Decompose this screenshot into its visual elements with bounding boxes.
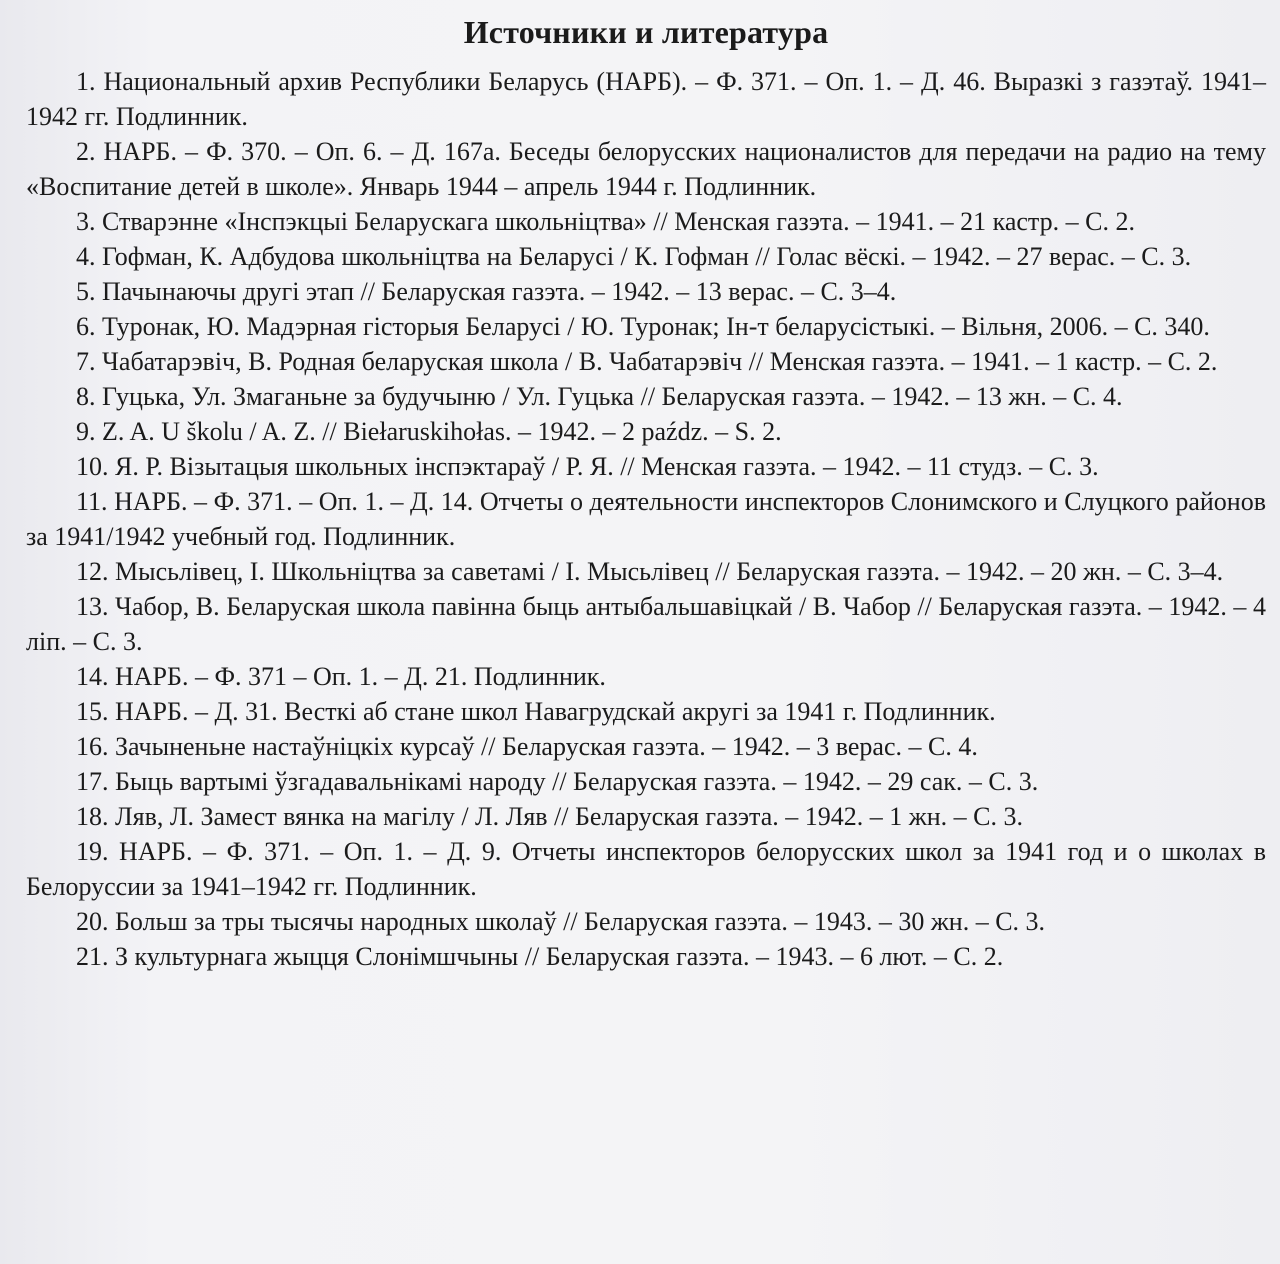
reference-item: 3. Стварэнне «Інспэкцыі Беларускага школьніцтва» // Менская газэта. – 1941. – 21 кастр. – С. 2. bbox=[76, 207, 1135, 236]
reference-item: 18. Ляв, Л. Замест вянка на магілу / Л. Ляв // Беларуская газэта. – 1942. – 1 жн. – С. 3. bbox=[76, 802, 1023, 831]
reference-item: 16. Зачыненьне настаўніцкіх курсаў // Беларуская газэта. – 1942. – 3 верас. – С. 4. bbox=[76, 732, 978, 761]
reference-item: 14. НАРБ. – Ф. 371 – Оп. 1. – Д. 21. Подлинник. bbox=[76, 662, 606, 691]
reference-item: 12. Мысьлівец, І. Школьніцтва за саветамі / І. Мысьлівец // Беларуская газэта. – 1942. – 20 жн. – С. 3–4. bbox=[76, 557, 1224, 586]
reference-item: 6. Туронак, Ю. Мадэрная гісторыя Беларусі / Ю. Туронак; Ін-т беларусістыкі. – Вільня, 2006. – С. 340. bbox=[76, 312, 1210, 341]
reference-list bbox=[26, 64, 1266, 974]
reference-item: 5. Пачынаючы другі этап // Беларуская газэта. – 1942. – 13 верас. – С. 3–4. bbox=[76, 277, 897, 306]
reference-item: 8. Гуцька, Ул. Змаганьне за будучыню / Ул. Гуцька // Беларуская газэта. – 1942. – 13 жн. – С. 4. bbox=[76, 382, 1123, 411]
reference-item: 1. Национальный архив Республики Беларусь (НАРБ). – Ф. 371. – Оп. 1. – Д. 46. Выразкі з газэтаў. 1941–1942 гг. Подлинник. bbox=[26, 67, 1266, 131]
page-title: Источники и литература bbox=[463, 14, 829, 50]
reference-item: 2. НАРБ. – Ф. 370. – Оп. 6. – Д. 167а. Беседы белорусских националистов для передачи на радио на тему «Воспитание детей в школе». Январь 1944 – апрель 1944 г. Подлинник. bbox=[26, 137, 1266, 201]
reference-item: 9. Z. A. U školu / A. Z. // Biełaruskihołas. – 1942. – 2 paźdz. – S. 2. bbox=[76, 417, 782, 446]
reference-item: 4. Гофман, К. Адбудова школьніцтва на Беларусі / К. Гофман // Голас вёскі. – 1942. – 27 верас. – С. 3. bbox=[76, 242, 1192, 271]
reference-item: 10. Я. Р. Візытацыя школьных інспэктараў / Р. Я. // Менская газэта. – 1942. – 11 студз. – С. 3. bbox=[76, 452, 1099, 481]
reference-item: 15. НАРБ. – Д. 31. Весткі аб стане школ Навагрудскай акругі за 1941 г. Подлинник. bbox=[76, 697, 996, 726]
reference-item: 17. Быць вартымі ўзгадавальнікамі народу // Беларуская газэта. – 1942. – 29 сак. – С. 3. bbox=[76, 767, 1039, 796]
reference-item: 19. НАРБ. – Ф. 371. – Оп. 1. – Д. 9. Отчеты инспекторов белорусских школ за 1941 год и о школах в Белоруссии за 1941–1942 гг. Подлинник. bbox=[26, 837, 1266, 901]
reference-item: 21. З культурнага жыцця Слонімшчыны // Беларуская газэта. – 1943. – 6 лют. – С. 2. bbox=[76, 942, 1004, 971]
reference-item: 7. Чабатарэвіч, В. Родная беларуская школа / В. Чабатарэвіч // Менская газэта. – 1941. – 1 кастр. – С. 2. bbox=[76, 347, 1218, 376]
reference-item: 20. Больш за тры тысячы народных школаў // Беларуская газэта. – 1943. – 30 жн. – С. 3. bbox=[76, 907, 1046, 936]
reference-item: 11. НАРБ. – Ф. 371. – Оп. 1. – Д. 14. Отчеты о деятельности инспекторов Слонимского и Слуцкого районов за 1941/1942 учебный год. Подлинник. bbox=[26, 487, 1266, 551]
reference-item: 13. Чабор, В. Беларуская школа павінна быць антыбальшавіцкай / В. Чабор // Беларуская газэта. – 1942. – 4 ліп. – С. 3. bbox=[26, 592, 1266, 656]
